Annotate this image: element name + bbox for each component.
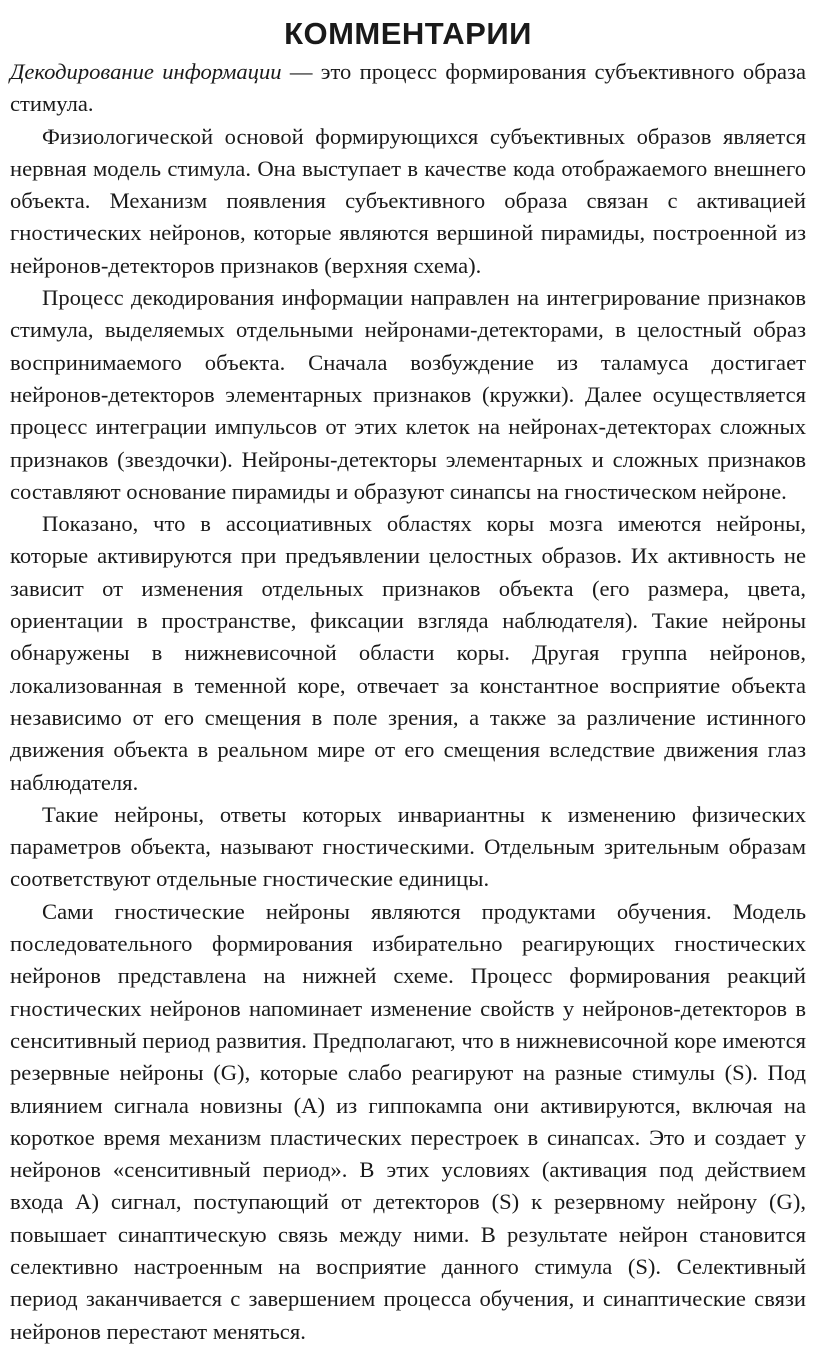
paragraph-5: Сами гностические нейроны являются продуктами обучения. Модель последовательного формирования избирательно реагирующих гностических нейронов представлена на нижней схеме. Процесс формирования реакций гностических нейронов напоминает изменение свойств у нейронов-детекторов в сенситивный период развития. Предполагают, что в нижневисочной коре имеются резервные нейроны (G), которые слабо реагируют на разные стимулы (S). Под влиянием сигнала новизны (А) из гиппокампа они активируются, включая на короткое время механизм пластических перестроек в синапсах. Это и создает у нейронов «сенситивный период». В этих условиях (активация под действием входа А) сигнал, поступающий от детекторов (S) к резервному нейрону (G), повышает синаптическую связь между ними. В результате нейрон становится селективно настроенным на восприятие данного стимула (S). Селективный период заканчивается с завершением процесса обучения, и синаптические связи нейронов перестают меняться. [10,898,806,1344]
paragraph-4: Такие нейроны, ответы которых инвариантны к изменению физических параметров объекта, называют гностическими. Отдельным зрительным образам соответствуют отдельные гностические единицы. [10,801,806,892]
intro-paragraph [10,56,806,121]
intro-term: Декодирование информации [10,59,282,84]
paragraph-2: Процесс декодирования информации направлен на интегрирование признаков стимула, выделяемых отдельными нейронами-детекторами, в целостный образ воспринимаемого объекта. Сначала возбуждение из таламуса достигает нейронов-детекторов элементарных признаков (кружки). Далее осуществляется процесс интеграции импульсов от этих клеток на нейронах-детекторах сложных признаков (звездочки). Нейроны-детекторы элементарных и сложных признаков составляют основание пирамиды и образуют синапсы на гностическом нейроне. [10,285,806,504]
paragraph-3: Показано, что в ассоциативных областях коры мозга имеются нейроны, которые активируются при предъявлении целостных образов. Их активность не зависит от изменения отдельных признаков объекта (его размера, цвета, ориентации в пространстве, фиксации взгляда наблюдателя). Такие нейроны обнаружены в нижневисочной области коры. Другая группа нейронов, локализованная в теменной коре, отвечает за константное восприятие объекта независимо от его смещения в поле зрения, а также за различение истинного движения объекта в реальном мире от его смещения вследствие движения глаз наблюдателя. [10,511,806,795]
paragraph-1: Физиологической основой формирующихся субъективных образов является нервная модель стимула. Она выступает в качестве кода отображаемого внешнего объекта. Механизм появления субъективного образа связан с активацией гностических нейронов, которые являются вершиной пирамиды, построенной из нейронов-детекторов признаков (верхняя схема). [10,123,806,278]
page-title: КОММЕНТАРИИ [284,16,532,51]
intro-text: — это процесс формирования субъективного образа стимула. [10,59,806,117]
